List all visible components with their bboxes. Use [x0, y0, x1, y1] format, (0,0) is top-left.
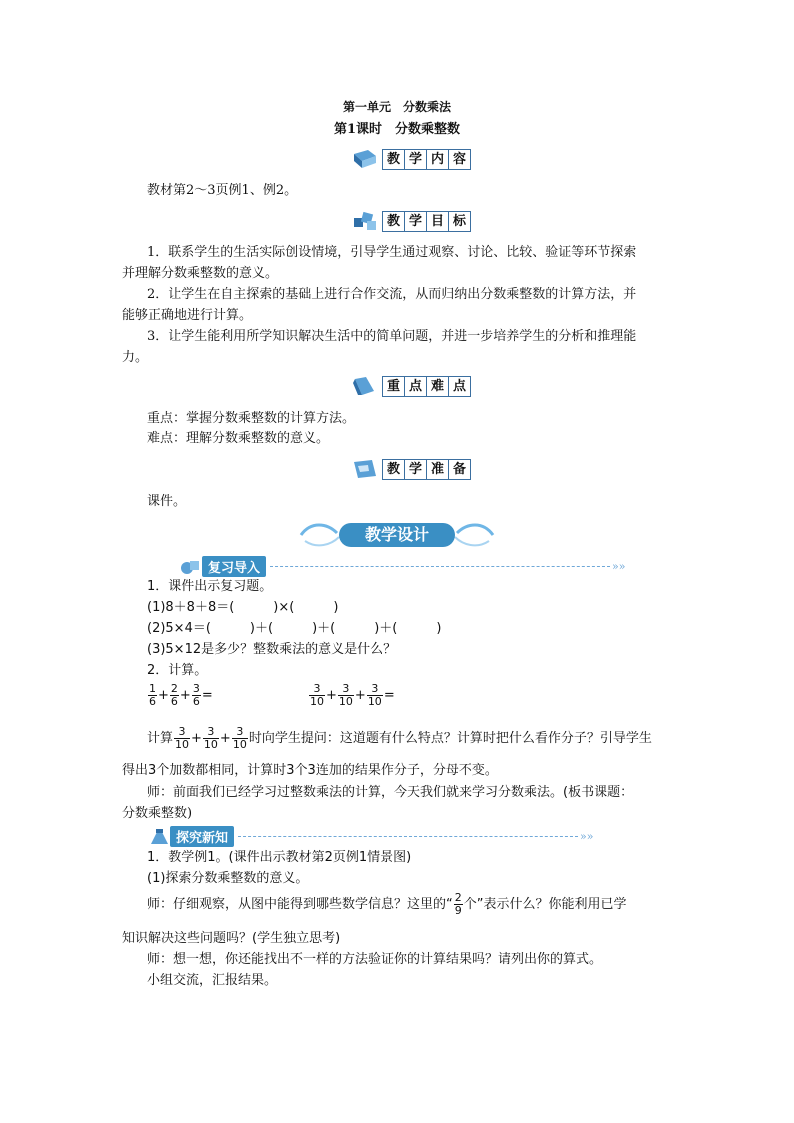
review-line: 分数乘整数) — [122, 806, 193, 821]
section-header-prep — [352, 458, 471, 480]
review-line: 2．计算。 — [147, 663, 208, 678]
goal-line: 2．让学生在自主探索的基础上进行合作交流，从而归纳出分数乘整数的计算方法，并 — [147, 287, 637, 302]
difficulty-text: 难点：理解分数乘整数的意义。 — [147, 431, 330, 446]
header-char: 点 — [405, 377, 427, 396]
goal-line: 3．让学生能利用所学知识解决生活中的简单问题，并进一步培养学生的分析和推理能 — [147, 329, 637, 344]
header-char: 备 — [452, 461, 466, 477]
goal-line: 并理解分数乘整数的意义。 — [122, 266, 279, 281]
explore-line: (1)探索分数乘整数的意义。 — [147, 871, 309, 886]
explore-tag: 探究新知 — [170, 826, 234, 847]
section-review-header — [180, 556, 625, 577]
header-char: 目 — [427, 212, 449, 231]
header-char: 内 — [427, 150, 449, 169]
explore-line: 知识解决这些问题吗？(学生独立思考) — [122, 931, 341, 946]
header-char: 容 — [452, 151, 466, 167]
pen-icon — [352, 375, 378, 397]
header-char: 学 — [405, 150, 427, 169]
dashed-line — [238, 836, 578, 837]
header-char: 学 — [405, 460, 427, 479]
paragraph-text: 师：仔细观察，从图中能得到哪些数学信息？这里的“ — [147, 897, 453, 912]
puzzle-icon — [180, 558, 202, 576]
focus-text: 重点：掌握分数乘整数的计算方法。 — [147, 411, 356, 426]
fraction-sum-1: $\frac{1}{6}$ + $\frac{2}{6}$ + $\frac{3}{6}$ = — [149, 682, 213, 708]
header-char: 教 — [383, 150, 405, 169]
design-banner-label: 教学设计 — [364, 525, 429, 544]
review-line: (1)8＋8＋8＝( )×( ) — [147, 600, 339, 615]
header-char: 重 — [383, 377, 405, 396]
review-line: (3)5×12是多少？整数乘法的意义是什么？ — [147, 642, 397, 657]
section-header-content — [352, 148, 471, 170]
goal-line: 能够正确地进行计算。 — [122, 308, 253, 323]
review-line: 1．课件出示复习题。 — [147, 579, 273, 594]
header-char: 标 — [452, 213, 466, 229]
header-char: 点 — [452, 378, 466, 394]
paragraph-text: 个”表示什么？你能利用已学 — [463, 897, 627, 912]
unit-title: 第一单元 分数乘法 — [342, 100, 451, 114]
section-header-key — [352, 375, 471, 397]
paragraph-text: 时向学生提问：这道题有什么特点？计算时把什么看作分子？引导学生 — [248, 731, 652, 746]
blocks-icon — [352, 210, 378, 232]
review-paragraph-1: 计算 $\frac{3}{10}$ + $\frac{3}{10}$ + $\frac{3}{10}$ 时向学生提问：这道题有什么特点？计算时把什么看作分子？引导学生 — [147, 725, 652, 751]
header-char: 学 — [405, 212, 427, 231]
design-banner — [297, 519, 497, 551]
review-line: 得出3个加数都相同，计算时3个3连加的结果作分子，分母不变。 — [122, 763, 498, 778]
review-line: (2)5×4＝( )＋( )＋( )＋( ) — [147, 621, 442, 636]
arrow-icon: »» — [580, 830, 594, 843]
header-char: 难 — [427, 377, 449, 396]
book-icon — [352, 148, 378, 170]
arrow-icon: »» — [612, 560, 626, 573]
fraction-sum-2: $\frac{3}{10}$ + $\frac{3}{10}$ + $\frac{3}{10}$ = — [310, 682, 395, 708]
header-char: 教 — [383, 460, 405, 479]
prep-text: 课件。 — [147, 494, 187, 509]
review-tag: 复习导入 — [202, 556, 266, 577]
header-char: 教 — [383, 212, 405, 231]
section-explore-header — [148, 826, 593, 847]
explore-line: 小组交流，汇报结果。 — [147, 973, 278, 988]
header-char: 准 — [427, 460, 449, 479]
section-header-goals — [352, 210, 471, 232]
review-line: 师：前面我们已经学习过整数乘法的计算，今天我们就来学习分数乘法。(板书课题： — [147, 785, 634, 800]
explore-line: 1．教学例1。(课件出示教材第2页例1情景图) — [147, 850, 412, 865]
goal-line: 力。 — [122, 350, 149, 365]
card-icon — [352, 458, 378, 480]
content-text: 教材第2～3页例1、例2。 — [147, 183, 298, 198]
explore-line: 师：想一想，你还能找出不一样的方法验证你的计算结果吗？请列出你的算式。 — [147, 952, 603, 967]
dashed-line — [270, 566, 610, 567]
goal-line: 1．联系学生的生活实际创设情境，引导学生通过观察、讨论、比较、验证等环节探索 — [147, 245, 637, 260]
explore-paragraph: 师：仔细观察，从图中能得到哪些数学信息？这里的“ $\frac{2}{9}$ 个”表示什么？你能利用已学 — [147, 891, 627, 917]
lesson-title: 第1课时 分数乘整数 — [333, 122, 461, 137]
flask-icon — [148, 828, 170, 846]
paragraph-text: 计算 — [147, 731, 174, 746]
